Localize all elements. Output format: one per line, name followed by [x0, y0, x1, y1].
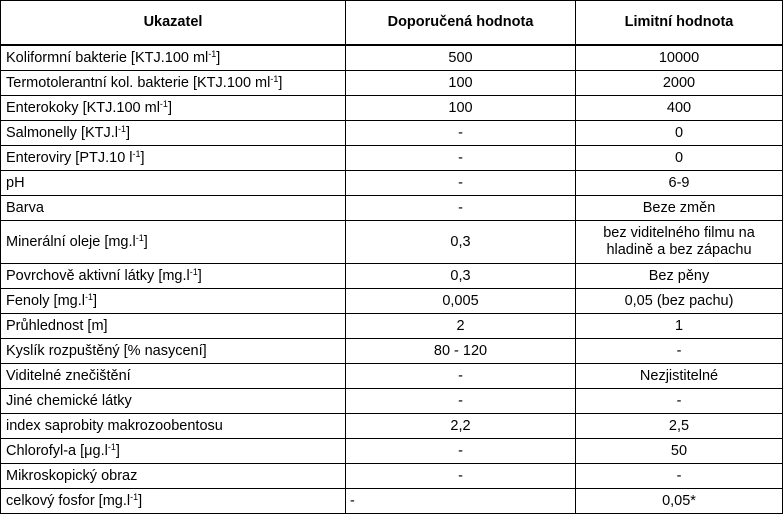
recommended-value-cell: 500 [346, 45, 576, 71]
limit-value-cell: Nezjistitelné [576, 364, 783, 389]
unit-close-bracket: ] [93, 292, 98, 309]
table-row [1, 146, 783, 171]
recommended-value-cell: 2 [346, 314, 576, 339]
unit-exponent: -1 [159, 98, 168, 109]
recommended-value-cell: - [346, 464, 576, 489]
table-row [1, 221, 783, 264]
unit-exponent: -1 [118, 123, 127, 134]
indicator-label: index saprobity makrozoobentosu [6, 417, 223, 434]
unit-close-bracket: ] [138, 492, 143, 509]
unit-exponent: -1 [270, 73, 279, 84]
indicator-cell [1, 45, 346, 71]
limit-value-cell: 0 [576, 121, 783, 146]
unit-exponent: -1 [208, 48, 217, 59]
table-row [1, 96, 783, 121]
indicator-label: celkový fosfor [mg.l [6, 492, 131, 509]
indicator-cell [1, 289, 346, 314]
recommended-value-cell: - [346, 171, 576, 196]
table-header-row [1, 1, 783, 46]
limit-value-cell: Bez pěny [576, 264, 783, 289]
unit-exponent: -1 [132, 148, 141, 159]
unit-exponent: -1 [84, 291, 93, 302]
indicator-cell [1, 121, 346, 146]
recommended-value-cell: - [346, 489, 576, 514]
limit-value-cell: 0,05 (bez pachu) [576, 289, 783, 314]
table-row [1, 45, 783, 71]
indicator-cell [1, 389, 346, 414]
unit-close-bracket: ] [278, 74, 283, 91]
unit-close-bracket: ] [140, 149, 145, 166]
indicator-label: Viditelné znečištění [6, 367, 131, 384]
unit-close-bracket: ] [143, 233, 148, 250]
recommended-value-cell: 0,005 [346, 289, 576, 314]
indicator-label: Salmonelly [KTJ.l [6, 124, 119, 141]
table-row [1, 314, 783, 339]
limit-value-cell: 6-9 [576, 171, 783, 196]
table-row [1, 289, 783, 314]
limit-value-cell: 2,5 [576, 414, 783, 439]
table-row [1, 439, 783, 464]
recommended-value-cell: 80 - 120 [346, 339, 576, 364]
header-recommended: Doporučená hodnota [346, 1, 576, 46]
recommended-value-cell: - [346, 196, 576, 221]
indicator-label: Enteroviry [PTJ.10 l [6, 149, 133, 166]
table-row [1, 196, 783, 221]
indicator-label: Jiné chemické látky [6, 392, 132, 409]
indicator-label: Barva [6, 199, 44, 216]
header-limit: Limitní hodnota [576, 1, 783, 46]
indicator-label: Průhlednost [m] [6, 317, 108, 334]
recommended-value-cell: 100 [346, 96, 576, 121]
indicator-label: Fenoly [mg.l [6, 292, 85, 309]
limit-value-cell: 0 [576, 146, 783, 171]
indicator-label: Povrchově aktivní látky [mg.l [6, 267, 190, 284]
indicator-label: Koliformní bakterie [KTJ.100 ml [6, 49, 209, 66]
indicator-label: Mikroskopický obraz [6, 467, 138, 484]
recommended-value-cell: - [346, 121, 576, 146]
limit-value-cell: 0,05* [576, 489, 783, 514]
table-row [1, 121, 783, 146]
indicator-label: Kyslík rozpuštěný [% nasycení] [6, 342, 207, 359]
indicator-label: Chlorofyl-a [μg.l [6, 442, 108, 459]
indicator-cell [1, 71, 346, 96]
limit-value-cell: - [576, 464, 783, 489]
recommended-value-cell: - [346, 439, 576, 464]
indicator-label: Termotolerantní kol. bakterie [KTJ.100 ml [6, 74, 271, 91]
indicator-cell [1, 464, 346, 489]
limit-value-cell: Beze změn [576, 196, 783, 221]
unit-close-bracket: ] [167, 99, 172, 116]
recommended-value-cell: - [346, 146, 576, 171]
indicator-cell [1, 96, 346, 121]
recommended-value-cell: 0,3 [346, 264, 576, 289]
recommended-value-cell: 0,3 [346, 221, 576, 264]
indicator-cell [1, 146, 346, 171]
header-indicator: Ukazatel [1, 1, 346, 46]
indicator-cell [1, 414, 346, 439]
limit-value-cell: 1 [576, 314, 783, 339]
table-row [1, 414, 783, 439]
table-row [1, 389, 783, 414]
unit-close-bracket: ] [115, 442, 120, 459]
indicator-cell [1, 264, 346, 289]
recommended-value-cell: - [346, 389, 576, 414]
indicator-cell [1, 439, 346, 464]
limit-value-cell: bez viditelného filmu na hladině a bez zápachu [576, 221, 783, 264]
recommended-value-cell: 100 [346, 71, 576, 96]
limit-value-cell: 2000 [576, 71, 783, 96]
indicator-cell [1, 171, 346, 196]
table-row [1, 489, 783, 514]
indicator-label: pH [6, 174, 25, 191]
recommended-value-cell: 2,2 [346, 414, 576, 439]
unit-close-bracket: ] [197, 267, 202, 284]
indicator-cell [1, 221, 346, 264]
table-row [1, 364, 783, 389]
unit-exponent: -1 [189, 266, 198, 277]
indicator-cell [1, 364, 346, 389]
recommended-value-cell: - [346, 364, 576, 389]
indicator-label: Minerální oleje [mg.l [6, 233, 136, 250]
table-row [1, 171, 783, 196]
unit-exponent: -1 [107, 441, 116, 452]
indicator-cell [1, 339, 346, 364]
indicator-cell [1, 314, 346, 339]
limit-value-cell: 50 [576, 439, 783, 464]
unit-close-bracket: ] [126, 124, 131, 141]
table-row [1, 264, 783, 289]
limit-value-cell: - [576, 339, 783, 364]
indicator-cell [1, 196, 346, 221]
unit-exponent: -1 [135, 232, 144, 243]
limit-value-cell: - [576, 389, 783, 414]
indicator-label: Enterokoky [KTJ.100 ml [6, 99, 160, 116]
unit-close-bracket: ] [216, 49, 221, 66]
indicator-cell [1, 489, 346, 514]
table-row [1, 464, 783, 489]
table-row [1, 71, 783, 96]
unit-exponent: -1 [130, 491, 139, 502]
limit-value-cell: 400 [576, 96, 783, 121]
table-row [1, 339, 783, 364]
limit-value-cell: 10000 [576, 45, 783, 71]
